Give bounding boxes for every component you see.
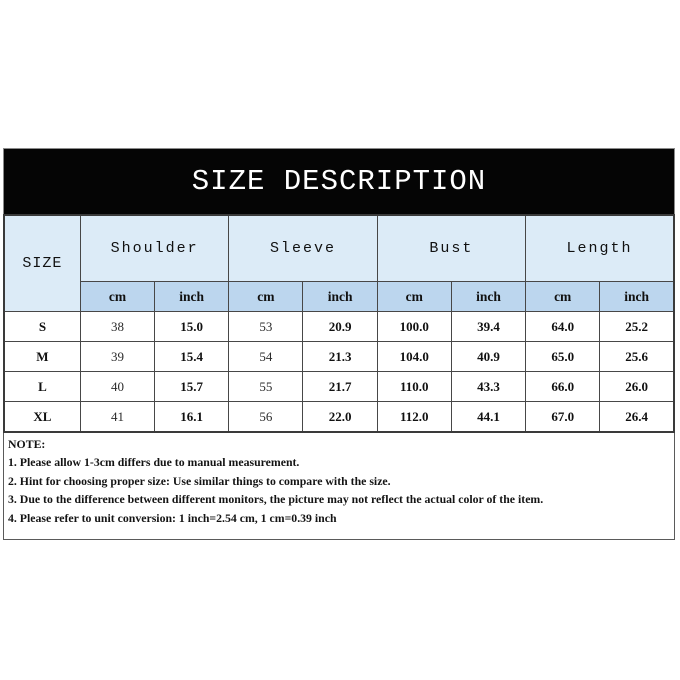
unit-header-sleeve-cm: cm [229,282,303,312]
cell-sleeve-inch: 22.0 [303,402,377,433]
size-chart-sheet [3,148,675,540]
group-header-length: Length [526,215,674,282]
size-table [3,214,675,433]
cell-bust-cm: 110.0 [377,372,451,402]
cell-bust-inch: 39.4 [451,312,525,342]
cell-bust-cm: 104.0 [377,342,451,372]
table-row-m [4,342,674,372]
cell-shoulder-cm: 38 [80,312,154,342]
title-bar [3,148,675,214]
unit-header-row [4,282,674,312]
cell-length-cm: 67.0 [526,402,600,433]
cell-length-cm: 65.0 [526,342,600,372]
cell-length-cm: 64.0 [526,312,600,342]
cell-length-inch: 25.6 [600,342,674,372]
cell-bust-inch: 43.3 [451,372,525,402]
cell-bust-inch: 40.9 [451,342,525,372]
cell-bust-cm: 100.0 [377,312,451,342]
cell-shoulder-inch: 15.4 [155,342,229,372]
table-row-xl [4,402,674,433]
unit-header-length-cm: cm [526,282,600,312]
notes-header: NOTE: [8,437,46,451]
cell-shoulder-inch: 15.0 [155,312,229,342]
unit-header-sleeve-inch: inch [303,282,377,312]
cell-sleeve-cm: 55 [229,372,303,402]
note-line-2: 2. Hint for choosing proper size: Use similar things to compare with the size. [8,473,391,488]
table-row-l [4,372,674,402]
cell-length-inch: 26.4 [600,402,674,433]
group-header-row [4,215,674,282]
cell-length-inch: 25.2 [600,312,674,342]
cell-length-inch: 26.0 [600,372,674,402]
size-label: L [4,372,80,402]
group-header-bust: Bust [377,215,525,282]
cell-bust-cm: 112.0 [377,402,451,433]
cell-sleeve-inch: 21.7 [303,372,377,402]
cell-sleeve-cm: 54 [229,342,303,372]
cell-shoulder-cm: 39 [80,342,154,372]
cell-bust-inch: 44.1 [451,402,525,433]
cell-sleeve-cm: 53 [229,312,303,342]
cell-shoulder-inch: 15.7 [155,372,229,402]
unit-header-shoulder-inch: inch [155,282,229,312]
note-line-3: 3. Due to the difference between different monitors, the picture may not reflect the actual color of the item. [8,492,544,507]
size-label: XL [4,402,80,433]
cell-shoulder-cm: 41 [80,402,154,433]
cell-shoulder-inch: 16.1 [155,402,229,433]
cell-sleeve-inch: 21.3 [303,342,377,372]
size-label: M [4,342,80,372]
group-header-sleeve: Sleeve [229,215,377,282]
table-row-s [4,312,674,342]
group-header-shoulder: Shoulder [80,215,228,282]
cell-shoulder-cm: 40 [80,372,154,402]
size-column-header: SIZE [4,215,80,312]
unit-header-length-inch: inch [600,282,674,312]
cell-sleeve-inch: 20.9 [303,312,377,342]
page-title: SIZE DESCRIPTION [191,165,487,198]
notes-section [3,433,675,540]
cell-sleeve-cm: 56 [229,402,303,433]
unit-header-bust-cm: cm [377,282,451,312]
size-label: S [4,312,80,342]
cell-length-cm: 66.0 [526,372,600,402]
note-line-1: 1. Please allow 1-3cm differs due to manual measurement. [8,455,300,470]
unit-header-bust-inch: inch [451,282,525,312]
unit-header-shoulder-cm: cm [80,282,154,312]
note-line-4: 4. Please refer to unit conversion: 1 inch=2.54 cm, 1 cm=0.39 inch [8,510,337,525]
